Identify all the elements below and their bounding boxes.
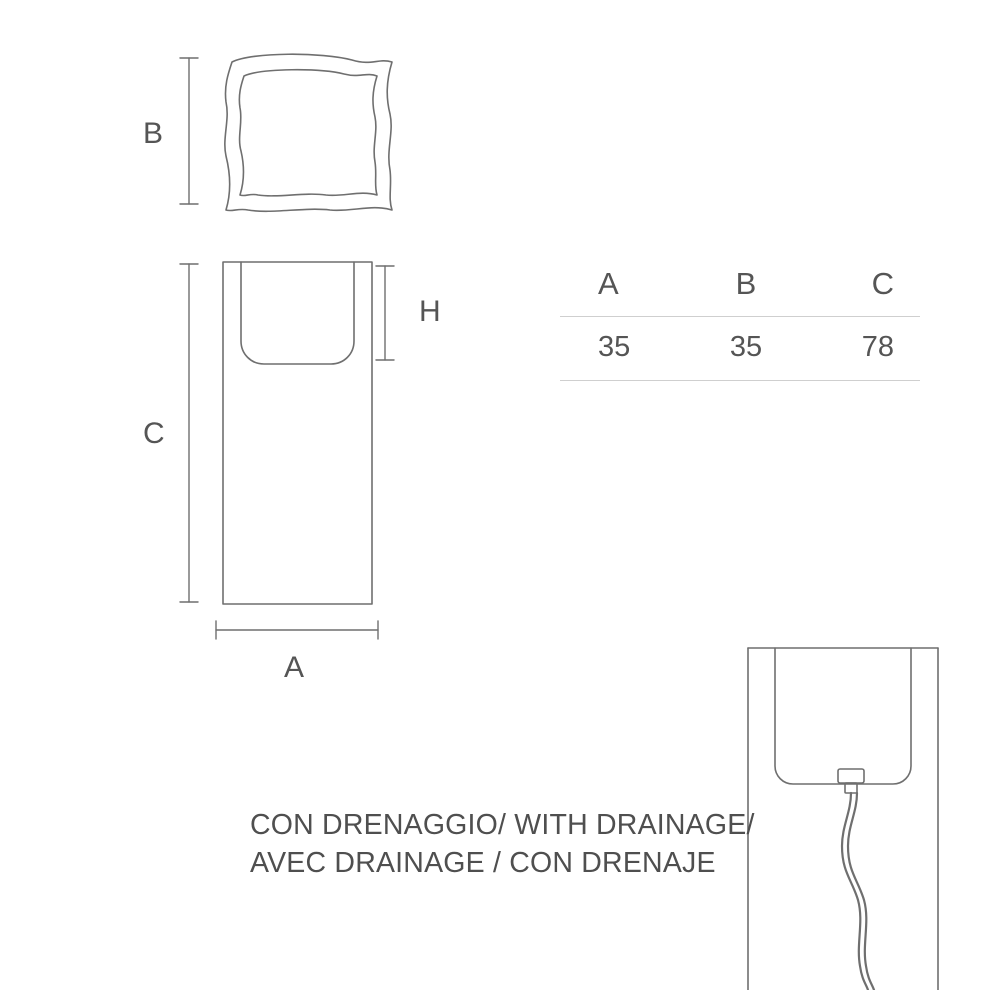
dimension-label-a: A: [284, 651, 305, 684]
top-view-outline: [225, 54, 392, 211]
table-header-row: [560, 266, 920, 316]
table-header-b: B: [735, 266, 757, 301]
table-header-a: A: [598, 266, 619, 301]
dimension-label-h: H: [419, 295, 442, 328]
dimension-c: [180, 264, 198, 602]
caption-line-2: AVEC DRAINAGE / CON DRENAJE: [250, 847, 716, 879]
dimension-a: [216, 621, 378, 639]
table-header-c: C: [871, 266, 895, 301]
specification-table: [560, 266, 920, 381]
dimension-label-b: B: [143, 117, 164, 150]
front-view-body: [223, 262, 372, 604]
table-row: [560, 317, 920, 380]
dimension-b: [180, 58, 198, 204]
dimension-label-c: C: [143, 417, 166, 450]
table-cell-c: 78: [861, 331, 895, 363]
drainage-detail: [748, 648, 938, 990]
top-view-inner-outline: [239, 70, 377, 196]
front-view-cavity: [241, 262, 354, 364]
table-cell-a: 35: [598, 331, 631, 363]
table-divider-bottom: [560, 380, 920, 381]
table-cell-b: 35: [729, 331, 763, 363]
dimension-h: [376, 266, 394, 360]
drainage-caption: [250, 806, 770, 882]
caption-line-1: CON DRENAGGIO/ WITH DRAINAGE/: [250, 809, 755, 841]
